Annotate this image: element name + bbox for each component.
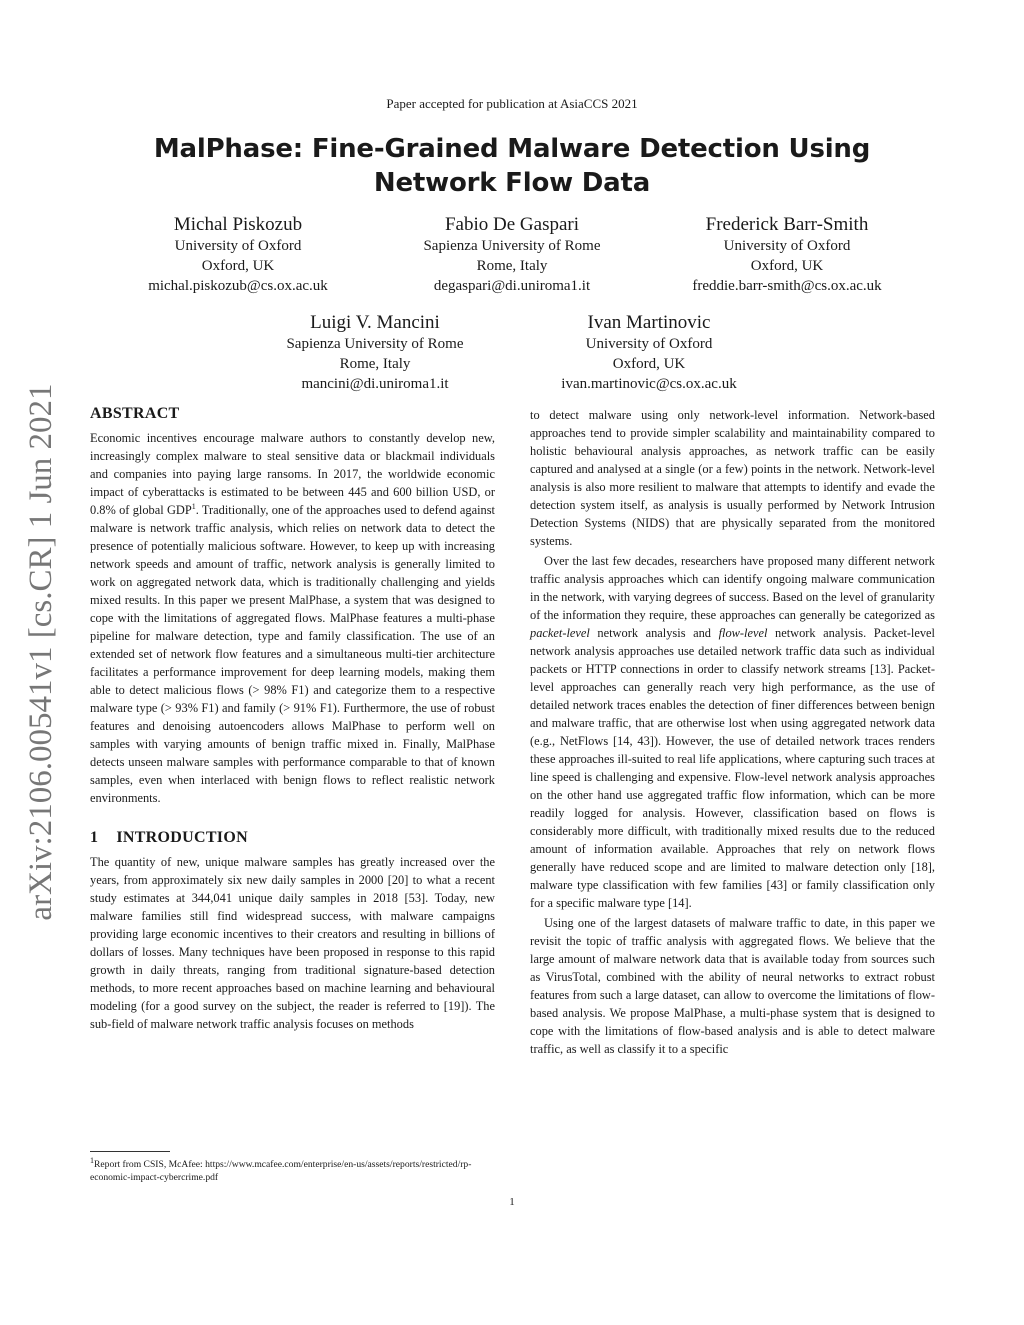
intro-paragraph: The quantity of new, unique malware samples has greatly increased over the years, from approximately six new daily samples in 2000 [20] to what a recent study estimates at 344,041 unique daily samples in 2018 [53]. Today, new malware families still find widespread success, with malware campaigns providing large economic incentives to their creators and resulting in billions of dollars of losses. Many techniques have been proposed in response to this rapid growth in daily threats, ranging from traditional signature-based detection methods, to more recent approaches based on machine learning and behavioural modeling (for a good survey on the subject, the reader is referred to [19]). The sub-field of malware network traffic analysis focuses on methods [90, 855, 495, 1031]
author-name: Frederick Barr-Smith [705, 214, 869, 235]
author-location: Oxford, UK [750, 258, 824, 274]
author-location: Rome, Italy [476, 258, 548, 274]
footnote-marker[interactable]: 1 [191, 501, 196, 511]
author-affiliation: Sapienza University of Rome [423, 238, 601, 254]
intro-paragraph: Over the last few decades, researchers have proposed many different network traffic analysis approaches which can identify ongoing malware communication in the network, with varying degrees of success. Based on the level of granularity of the information they require, these approaches can generally be categorized as packet-level network analysis and flow-level network analysis. Packet-level network analysis approaches use detailed network traffic data such as individual packets or HTTP connections in order to classify network streams [13]. Packet-level approaches can generally reach very high performance, as the use of detailed network traces enables the detection of finer differences between benign and malware traffic, that are otherwise lost when using aggregated network data (e.g., NetFlows [14, 43]). However, the use of detailed network traces renders these approaches ill-suited to real life applications, where capturing such traces at line speed is challenging and expensive. Flow-level network analysis approaches on the other hand use aggregated traffic flow information, which can be more readily logged for analysis. However, classification based on flows is considerably more difficult, with traditionally mixed results due to the reduced amount of information available. Approaches that rely on network flows generally have reduced scope and are limited to malware detection only [18], malware type classification with few families [43] or family classification only for a specific malware type [14]. [530, 554, 935, 910]
author-name: Ivan Martinovic [587, 312, 711, 333]
footnote-text: Report from CSIS, McAfee: https://www.mcafee.com/enterprise/en-us/assets/reports/restricted/rp-economic-impact-cybercrime.pdf [90, 1159, 472, 1183]
author-block [659, 214, 915, 296]
author-name: Michal Piskozub [173, 214, 303, 235]
author-affiliation: University of Oxford [585, 336, 713, 352]
footnote-rule [90, 1151, 170, 1152]
author-affiliation: University of Oxford [174, 238, 302, 254]
footnote [90, 1155, 495, 1184]
intro-paragraph-continued: to detect malware using only network-level information. Network-based approaches tend to provide simpler scalability and maintainability compared to holistic behavioural analysis approaches, as network traffic can be easily captured and analysed at a single (or a few) points in the network. Network-level analysis is also more resilient to malware that attempts to identify and evade the detection system itself, as analysis is usually performed by Network Intrusion Detection Systems (NIDS) that are physically separated from the monitored systems. [530, 408, 935, 548]
author-email[interactable]: ivan.martinovic@cs.ox.ac.uk [561, 376, 737, 392]
abstract-text: Economic incentives encourage malware authors to constantly develop new, increasingly complex malware to steal sensitive data or blackmail individuals and companies into paying large ransoms. In 2017, the worldwide economic impact of cyberattacks is estimated to be between 445 and 600 billion USD, or 0.8% of global GDP$^1$. Traditionally, one of the approaches used to defend against malware is network traffic analysis, which relies on network data to detect the presence of potentially malicious software. However, to keep up with increasing network speeds and amount of traffic, network analysis is generally limited to work on aggregated network data, which is traditionally challenging and yields mixed results. In this paper we present MalPhase, a system that was designed to cope with the limitations of aggregated flows. MalPhase features a multi-phase pipeline for malware detection, type and family classification. The use of an extended set of network flow features and a simultaneous multi-tier architecture facilitates a performance improvement for deep learning models, making them able to detect malicious flows (> 98% F1) and categorize them to a respective malware type (> 93% F1) and family (> 91% F1). Furthermore, the use of robust features and denoising autoencoders allows MalPhase to perform well on samples with varying amounts of benign traffic mixed in. Finally, MalPhase detects unseen malware samples with performance comparable to that of known samples, even when interlaced with benign flows to reflect realistic network environments. [90, 431, 495, 805]
author-block [247, 312, 503, 394]
right-column [530, 406, 935, 1058]
left-column [90, 405, 495, 1033]
author-location: Oxford, UK [612, 356, 686, 372]
abstract-heading: ABSTRACT [90, 405, 180, 422]
author-block [384, 214, 640, 296]
publication-note: Paper accepted for publication at AsiaCCS 2021 [386, 96, 638, 111]
author-location: Rome, Italy [339, 356, 411, 372]
introduction-heading [90, 829, 495, 847]
author-block [110, 214, 366, 296]
author-name: Luigi V. Mancini [310, 312, 440, 333]
author-email[interactable]: freddie.barr-smith@cs.ox.ac.uk [692, 278, 882, 294]
footnote-number: 1 [90, 1155, 94, 1165]
section-number: 1 [90, 829, 99, 846]
author-affiliation: University of Oxford [723, 238, 851, 254]
author-email[interactable]: degaspari@di.uniroma1.it [433, 278, 591, 294]
arxiv-stamp: arXiv:2106.00541v1 [cs.CR] 1 Jun 2021 [23, 383, 59, 921]
author-name: Fabio De Gaspari [444, 214, 580, 235]
author-block [521, 312, 777, 394]
page-number: 1 [509, 1196, 515, 1208]
author-location: Oxford, UK [201, 258, 275, 274]
intro-paragraph: Using one of the largest datasets of malware traffic to date, in this paper we revisit the topic of traffic analysis with aggregated flows. We believe that the large amount of malware network data that is available today from sources such as VirusTotal, combined with the ability of neural networks to extract robust features from such a large dataset, can allow to overcome the limitations of flow-based analysis. We propose MalPhase, a multi-phase system that is designed to cope with the limitations of flow-based analysis and is able to detect malware traffic, as well as classify it to a specific [530, 916, 935, 1056]
section-title: INTRODUCTION [116, 829, 248, 846]
author-affiliation: Sapienza University of Rome [286, 336, 464, 352]
paper-title: MalPhase: Fine-Grained Malware Detection Using Network Flow Data [153, 134, 871, 198]
author-email[interactable]: mancini@di.uniroma1.it [301, 376, 449, 392]
author-email[interactable]: michal.piskozub@cs.ox.ac.uk [148, 278, 328, 294]
